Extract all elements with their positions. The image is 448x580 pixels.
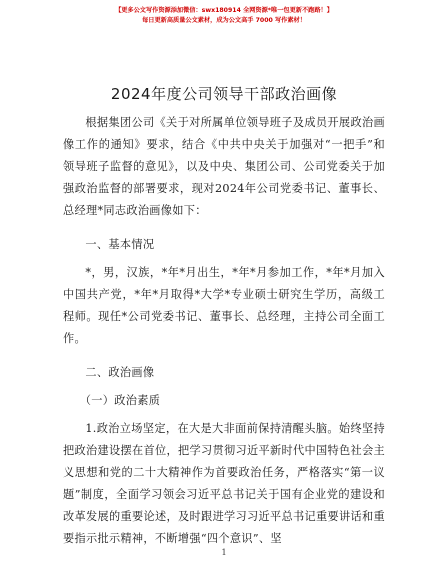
section-heading-basic-info: 一、基本情况 bbox=[85, 238, 155, 251]
promo-banner bbox=[0, 6, 448, 26]
promo-banner-line2: 每日更新高质量公文素材，成为公文高手 7000 写作素材！ bbox=[142, 17, 306, 24]
political-quality-paragraph: 1.政治立场坚定，在大是大非面前保持清醒头脑。始终坚持把政治建设摆在首位，把学习贯彻习近平新时代中国特色社会主义思想和党的二十大精神作为首要政治任务，严格落实“第一议题”制度，全面学习领会习近平总书记关于国有企业党的建设和改革发展的重要论述，及时跟进学习习近平总书记重要讲话和重要指示批示精神，不断增强“四个意识”、坚 bbox=[63, 422, 385, 545]
document-body bbox=[63, 112, 385, 550]
intro-paragraph: 根据集团公司《关于对所属单位领导班子及成员开展政治画像工作的通知》要求，结合《中共中央关于加强对“一把手”和领导班子监督的意见》，以及中央、集团公司、公司党委关于加强政治监督的部署要求，现对2024年公司党委书记、董事长、总经理*同志政治画像如下： bbox=[63, 116, 385, 217]
subsection-heading-political-quality: （一）政治素质 bbox=[79, 394, 161, 407]
page-number: 1 bbox=[221, 548, 227, 557]
promo-banner-line1: 【更多公文写作资源添加微信：swx180914 全网资源*唯一包更新不跑路！】 bbox=[115, 7, 333, 14]
section-heading-political-portrait: 二、政治画像 bbox=[85, 366, 155, 379]
basic-info-paragraph: *，男，汉族，*年*月出生，*年*月参加工作，*年*月加入中国共产党，*年*月取得*大学*专业硕士研究生学历，高级工程师。现任*公司党委书记、董事长、总经理，主持公司全面工作。 bbox=[63, 266, 385, 345]
document-title: 2024年度公司领导干部政治画像 bbox=[110, 85, 338, 103]
